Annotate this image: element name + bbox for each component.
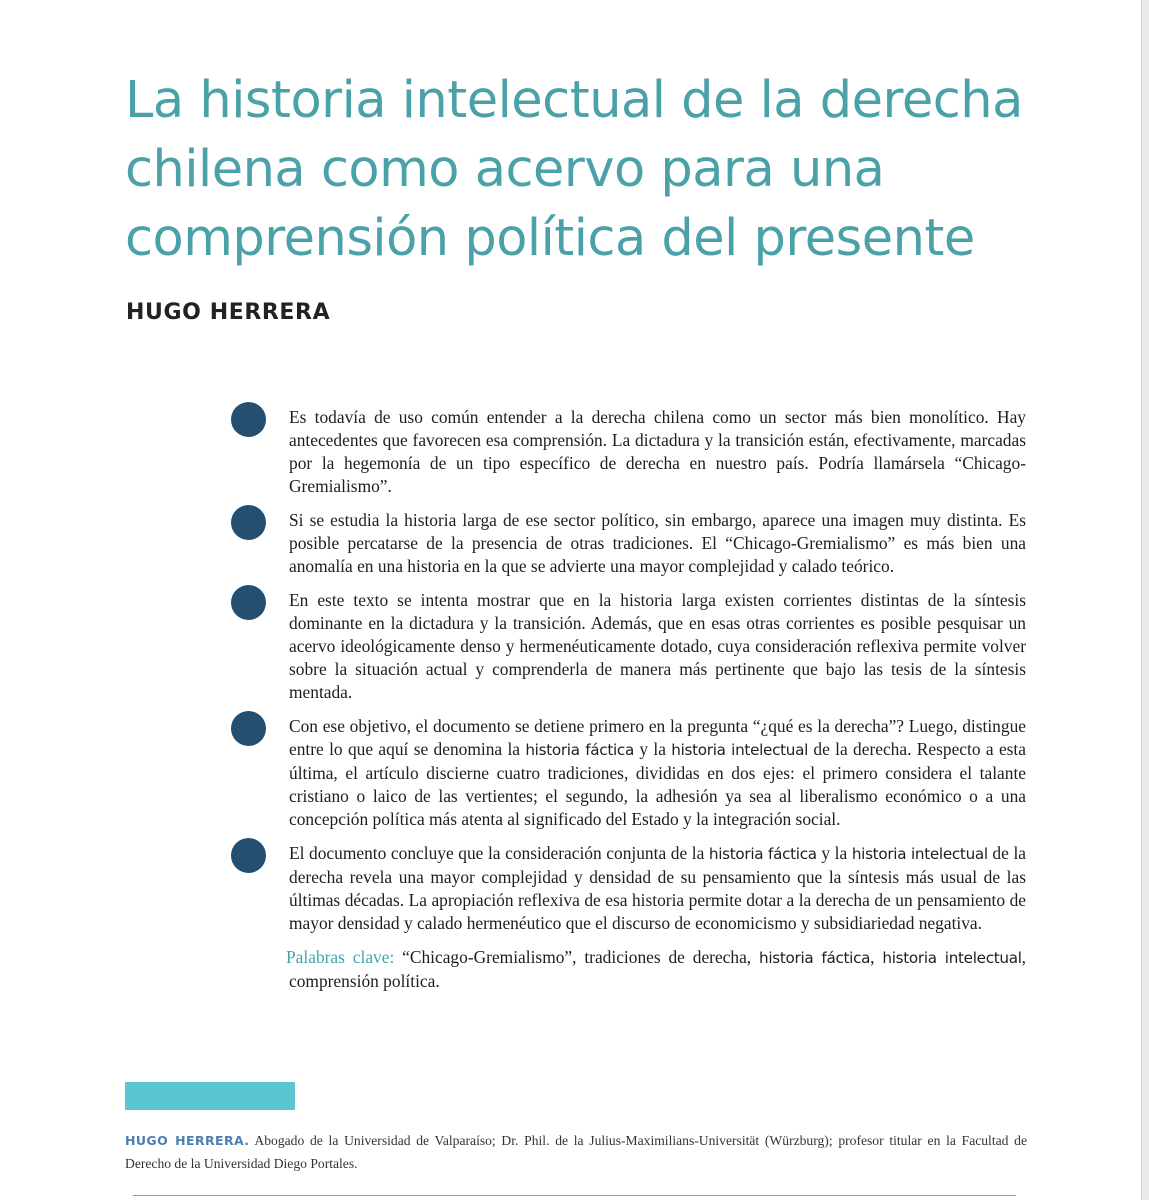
decorative-bar <box>125 1082 295 1110</box>
keywords-text: , comprensión política. <box>289 947 1027 991</box>
abstract-paragraph <box>289 406 1026 498</box>
keywords <box>286 946 1027 993</box>
title-line: chilena como acervo para una <box>125 140 885 199</box>
bullet-circle-icon <box>231 838 266 873</box>
bottom-divider <box>133 1195 1016 1196</box>
footnote-text: Abogado de la Universidad de Valparaíso; Dr. Phil. de la Julius-Maximilians-Universität (Würzburg); profesor titular en la Facultad de Derecho de la Universidad Diego Portales. <box>125 1133 1027 1171</box>
abstract <box>286 406 1027 993</box>
paragraph-text: Es todavía de uso común entender a la derecha chilena como un sector más bien monolítico. Hay antecedentes que favorecen esa comprensión. La dictadura y la transición están, efectivamente, marcadas por la hegemonía de un tipo específico de derecha en nuestro país. Podría llamársela “Chicago-Gremialismo”. <box>289 407 1026 496</box>
author-footnote <box>125 1129 1027 1175</box>
keywords-text: , <box>870 947 883 967</box>
author-name: HUGO HERRERA <box>126 300 331 325</box>
keyword-historia-intelectual: historia intelectual <box>882 949 1022 967</box>
title-line: comprensión política del presente <box>125 209 975 268</box>
paragraph-text: En este texto se intenta mostrar que en la historia larga existen corrientes distintas de la síntesis dominante en la dictadura y la transición. Además, que en esas otras corrientes es posible pesquisar un acervo ideológicamente denso y hermenéuticamente dotado, cuya consideración reflexiva permite volver sobre la situación actual y comprenderla de manera más pertinente que bajo las tesis de la síntesis mentada. <box>289 590 1026 702</box>
footnote-author-name: HUGO HERRERA. <box>125 1133 250 1148</box>
bullet-circle-icon <box>231 402 266 437</box>
bullet-circle-icon <box>231 711 266 746</box>
bullet-circle-icon <box>231 505 266 540</box>
paragraph-text: y la <box>816 843 852 863</box>
title-line: La historia intelectual de la derecha <box>125 71 1023 130</box>
paragraph-text: El documento concluye que la consideración conjunta de la <box>289 843 709 863</box>
term-historia-intelectual: historia intelectual <box>671 741 809 759</box>
paragraph-text: Si se estudia la historia larga de ese sector político, sin embargo, aparece una imagen muy distinta. Es posible percatarse de la presencia de otras tradiciones. El “Chicago-Gremialismo” es más bien una anomalía en una historia en la que se advierte una mayor complejidad y calado teórico. <box>289 510 1026 576</box>
keywords-label: Palabras clave: <box>286 947 395 967</box>
abstract-paragraph <box>289 842 1026 935</box>
paragraph-text: y la <box>634 739 672 759</box>
abstract-paragraph <box>289 715 1026 831</box>
paragraph-text: de la derecha. Respecto a esta última, el artículo discierne cuatro tradiciones, divididas en dos ejes: el primero considera el talante cristiano o laico de las vertientes; el segundo, la adhesión ya sea al liberalismo económico o a una concepción política más atenta al significado del Estado y la integración social. <box>289 739 1026 829</box>
page-edge <box>1141 0 1149 1200</box>
article-title <box>125 66 1085 273</box>
abstract-paragraph <box>289 589 1026 704</box>
keyword-historia-factica: historia fáctica <box>759 949 871 967</box>
keywords-text: “Chicago-Gremialismo”, tradiciones de derecha, <box>394 947 760 967</box>
term-historia-factica: historia fáctica <box>525 741 634 759</box>
paragraph-text: Con ese objetivo, el documento se detiene primero en la pregunta “¿qué es la derecha”? Luego, distingue entre lo que aquí se denomina la <box>289 716 1026 759</box>
paragraph-text: de la derecha revela una mayor complejidad y densidad de su pensamiento que la síntesis más usual de las últimas décadas. La apropiación reflexiva de esa historia permite dotar a la derecha de un pensamiento de mayor densidad y calado hermenéutico que el discurso de economicismo y subsidiariedad negativa. <box>289 843 1026 933</box>
bullet-circle-icon <box>231 585 266 620</box>
term-historia-intelectual: historia intelectual <box>851 845 988 863</box>
abstract-paragraph <box>289 509 1026 578</box>
term-historia-factica: historia fáctica <box>708 845 817 863</box>
